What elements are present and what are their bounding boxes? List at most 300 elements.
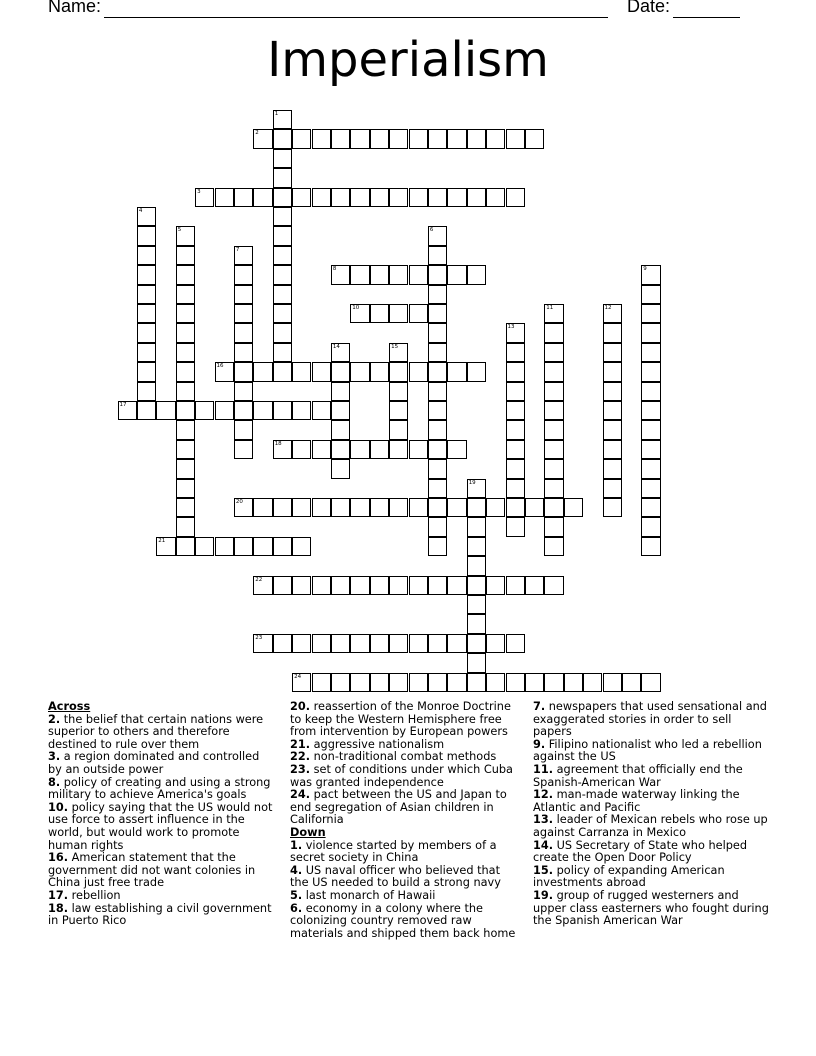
grid-cell[interactable]	[506, 673, 525, 692]
grid-cell[interactable]	[370, 129, 389, 148]
grid-cell[interactable]	[486, 129, 505, 148]
grid-cell[interactable]	[370, 498, 389, 517]
grid-cell[interactable]	[234, 285, 253, 304]
grid-cell[interactable]	[544, 323, 563, 342]
grid-cell[interactable]	[370, 362, 389, 381]
grid-cell[interactable]	[273, 634, 292, 653]
grid-cell[interactable]	[389, 420, 408, 439]
grid-cell[interactable]	[544, 498, 563, 517]
grid-cell[interactable]	[389, 382, 408, 401]
grid-cell[interactable]	[234, 420, 253, 439]
grid-cell[interactable]	[273, 246, 292, 265]
grid-cell[interactable]	[544, 362, 563, 381]
grid-cell[interactable]	[370, 673, 389, 692]
grid-cell[interactable]	[350, 304, 369, 323]
grid-cell[interactable]	[176, 285, 195, 304]
grid-cell[interactable]	[234, 362, 253, 381]
grid-cell[interactable]	[215, 401, 234, 420]
grid-cell[interactable]	[137, 382, 156, 401]
grid-cell[interactable]	[506, 459, 525, 478]
grid-cell[interactable]	[389, 440, 408, 459]
grid-cell[interactable]	[273, 323, 292, 342]
clue-number: 2	[255, 130, 259, 137]
grid-cell[interactable]	[467, 265, 486, 284]
grid-cell[interactable]	[506, 440, 525, 459]
grid-cell[interactable]	[467, 576, 486, 595]
clue-number-label: 2.	[48, 712, 61, 726]
grid-cell[interactable]	[506, 323, 525, 342]
grid-cell[interactable]	[370, 265, 389, 284]
grid-cell[interactable]	[428, 537, 447, 556]
grid-cell[interactable]	[350, 498, 369, 517]
grid-cell[interactable]	[195, 188, 214, 207]
grid-cell[interactable]	[389, 401, 408, 420]
grid-cell[interactable]	[292, 576, 311, 595]
grid-cell[interactable]	[292, 537, 311, 556]
grid-cell[interactable]	[176, 537, 195, 556]
grid-cell[interactable]	[234, 440, 253, 459]
grid-cell[interactable]	[603, 479, 622, 498]
grid-cell[interactable]	[544, 479, 563, 498]
grid-cell[interactable]	[641, 420, 660, 439]
grid-cell[interactable]	[428, 323, 447, 342]
grid-cell[interactable]	[331, 188, 350, 207]
grid-cell[interactable]	[447, 129, 466, 148]
grid-cell[interactable]	[409, 634, 428, 653]
grid-cell[interactable]	[215, 362, 234, 381]
grid-cell[interactable]	[428, 498, 447, 517]
grid-cell[interactable]	[253, 634, 272, 653]
grid-cell[interactable]	[292, 673, 311, 692]
grid-cell[interactable]	[525, 576, 544, 595]
clue-text: Filipino nationalist who led a rebellion against the US	[533, 737, 762, 764]
grid-cell[interactable]	[544, 420, 563, 439]
grid-cell[interactable]	[234, 498, 253, 517]
grid-cell[interactable]	[467, 673, 486, 692]
grid-cell[interactable]	[350, 673, 369, 692]
grid-cell[interactable]	[428, 188, 447, 207]
grid-cell[interactable]	[331, 576, 350, 595]
down-clues-part-2	[533, 701, 773, 928]
grid-cell[interactable]	[273, 265, 292, 284]
grid-cell[interactable]	[641, 673, 660, 692]
grid-cell[interactable]	[603, 323, 622, 342]
grid-cell[interactable]	[641, 362, 660, 381]
grid-cell[interactable]	[603, 673, 622, 692]
grid-cell[interactable]	[506, 382, 525, 401]
clue-number-label: 4.	[290, 863, 303, 877]
grid-cell[interactable]	[312, 576, 331, 595]
grid-cell[interactable]	[409, 362, 428, 381]
grid-cell[interactable]	[137, 362, 156, 381]
grid-cell[interactable]	[641, 401, 660, 420]
grid-cell[interactable]	[506, 498, 525, 517]
grid-cell[interactable]	[350, 362, 369, 381]
grid-cell[interactable]	[350, 265, 369, 284]
grid-cell[interactable]	[467, 479, 486, 498]
grid-cell[interactable]	[544, 382, 563, 401]
grid-cell[interactable]	[273, 498, 292, 517]
grid-cell[interactable]	[447, 265, 466, 284]
grid-cell[interactable]	[428, 517, 447, 536]
grid-cell[interactable]	[292, 362, 311, 381]
grid-cell[interactable]	[331, 401, 350, 420]
grid-cell[interactable]	[137, 304, 156, 323]
grid-cell[interactable]	[292, 634, 311, 653]
grid-cell[interactable]	[234, 265, 253, 284]
clue-text: reassertion of the Monroe Doctrine to keep the Western Hemisphere free from intervention by European powers	[290, 700, 511, 739]
grid-cell[interactable]	[292, 498, 311, 517]
grid-cell[interactable]	[486, 634, 505, 653]
grid-cell[interactable]	[331, 498, 350, 517]
grid-cell[interactable]	[409, 265, 428, 284]
grid-cell[interactable]	[467, 517, 486, 536]
grid-cell[interactable]	[273, 304, 292, 323]
grid-cell[interactable]	[544, 440, 563, 459]
grid-cell[interactable]	[137, 285, 156, 304]
grid-cell[interactable]	[428, 304, 447, 323]
down-clues-part-1	[290, 840, 522, 941]
grid-cell[interactable]	[603, 382, 622, 401]
grid-cell[interactable]	[273, 207, 292, 226]
grid-cell[interactable]	[176, 226, 195, 245]
clue-item	[290, 865, 522, 890]
grid-cell[interactable]	[292, 129, 311, 148]
grid-cell[interactable]	[641, 343, 660, 362]
grid-cell[interactable]	[273, 343, 292, 362]
grid-cell[interactable]	[447, 576, 466, 595]
clue-text: policy of creating and using a strong military to achieve America's goals	[48, 775, 271, 802]
grid-cell[interactable]	[389, 343, 408, 362]
grid-cell[interactable]	[253, 537, 272, 556]
grid-cell[interactable]	[428, 420, 447, 439]
grid-cell[interactable]	[467, 537, 486, 556]
grid-cell[interactable]	[253, 188, 272, 207]
grid-cell[interactable]	[447, 673, 466, 692]
grid-cell[interactable]	[273, 188, 292, 207]
grid-cell[interactable]	[389, 188, 408, 207]
grid-cell[interactable]	[234, 304, 253, 323]
grid-cell[interactable]	[137, 246, 156, 265]
clue-number: 16	[216, 363, 224, 370]
grid-cell[interactable]	[331, 129, 350, 148]
clue-item	[48, 777, 276, 802]
grid-cell[interactable]	[447, 188, 466, 207]
grid-cell[interactable]	[641, 479, 660, 498]
grid-cell[interactable]	[525, 498, 544, 517]
grid-cell[interactable]	[312, 188, 331, 207]
grid-cell[interactable]	[137, 265, 156, 284]
grid-cell[interactable]	[176, 479, 195, 498]
grid-cell[interactable]	[641, 304, 660, 323]
grid-cell[interactable]	[428, 673, 447, 692]
clue-text: newspapers that used sensational and exaggerated stories in order to sell papers	[533, 700, 767, 739]
grid-cell[interactable]	[253, 129, 272, 148]
clue-text: US Secretary of State who helped create the Open Door Policy	[533, 838, 748, 865]
grid-cell[interactable]	[428, 459, 447, 478]
grid-cell[interactable]	[176, 246, 195, 265]
grid-cell[interactable]	[273, 576, 292, 595]
grid-cell[interactable]	[447, 634, 466, 653]
grid-cell[interactable]	[603, 420, 622, 439]
clue-text: pact between the US and Japan to end segregation of Asian children in California	[290, 788, 507, 827]
grid-cell[interactable]	[447, 498, 466, 517]
grid-cell[interactable]	[641, 382, 660, 401]
grid-cell[interactable]	[389, 304, 408, 323]
grid-cell[interactable]	[350, 576, 369, 595]
grid-cell[interactable]	[603, 401, 622, 420]
clue-number-label: 10.	[48, 800, 69, 814]
grid-cell[interactable]	[525, 673, 544, 692]
grid-cell[interactable]	[641, 517, 660, 536]
grid-cell[interactable]	[331, 459, 350, 478]
grid-cell[interactable]	[506, 517, 525, 536]
grid-cell[interactable]	[312, 129, 331, 148]
grid-cell[interactable]	[506, 362, 525, 381]
grid-cell[interactable]	[544, 459, 563, 478]
grid-cell[interactable]	[428, 440, 447, 459]
grid-cell[interactable]	[350, 129, 369, 148]
grid-cell[interactable]	[486, 498, 505, 517]
grid-cell[interactable]	[409, 129, 428, 148]
grid-cell[interactable]	[409, 304, 428, 323]
grid-cell[interactable]	[215, 537, 234, 556]
grid-cell[interactable]	[389, 673, 408, 692]
grid-cell[interactable]	[176, 459, 195, 478]
grid-cell[interactable]	[234, 188, 253, 207]
grid-cell[interactable]	[253, 576, 272, 595]
grid-cell[interactable]	[273, 537, 292, 556]
grid-cell[interactable]	[176, 362, 195, 381]
grid-cell[interactable]	[312, 498, 331, 517]
grid-cell[interactable]	[176, 323, 195, 342]
grid-cell[interactable]	[389, 362, 408, 381]
grid-cell[interactable]	[544, 673, 563, 692]
grid-cell[interactable]	[137, 207, 156, 226]
grid-cell[interactable]	[331, 420, 350, 439]
clue-number-label: 8.	[48, 775, 61, 789]
grid-cell[interactable]	[467, 653, 486, 672]
grid-cell[interactable]	[350, 440, 369, 459]
grid-cell[interactable]	[331, 265, 350, 284]
grid-cell[interactable]	[389, 265, 408, 284]
grid-cell[interactable]	[234, 537, 253, 556]
grid-cell[interactable]	[389, 129, 408, 148]
grid-cell[interactable]	[273, 129, 292, 148]
grid-cell[interactable]	[156, 401, 175, 420]
grid-cell[interactable]	[195, 537, 214, 556]
grid-cell[interactable]	[641, 265, 660, 284]
grid-cell[interactable]	[544, 304, 563, 323]
grid-cell[interactable]	[428, 265, 447, 284]
grid-cell[interactable]	[641, 459, 660, 478]
grid-cell[interactable]	[428, 285, 447, 304]
clue-number-label: 20.	[290, 700, 311, 713]
grid-cell[interactable]	[428, 382, 447, 401]
grid-cell[interactable]	[156, 537, 175, 556]
grid-cell[interactable]	[234, 382, 253, 401]
grid-cell[interactable]	[370, 576, 389, 595]
grid-cell[interactable]	[544, 537, 563, 556]
grid-cell[interactable]	[428, 362, 447, 381]
grid-cell[interactable]	[137, 323, 156, 342]
grid-cell[interactable]	[564, 498, 583, 517]
grid-cell[interactable]	[331, 343, 350, 362]
grid-cell[interactable]	[544, 343, 563, 362]
clue-number: 13	[507, 324, 515, 331]
grid-cell[interactable]	[428, 401, 447, 420]
grid-cell[interactable]	[176, 265, 195, 284]
grid-cell[interactable]	[312, 401, 331, 420]
grid-cell[interactable]	[428, 634, 447, 653]
grid-cell[interactable]	[603, 459, 622, 478]
grid-cell[interactable]	[525, 129, 544, 148]
grid-cell[interactable]	[641, 440, 660, 459]
grid-cell[interactable]	[603, 498, 622, 517]
grid-cell[interactable]	[234, 323, 253, 342]
grid-cell[interactable]	[641, 537, 660, 556]
grid-cell[interactable]	[467, 614, 486, 633]
grid-cell[interactable]	[370, 440, 389, 459]
grid-cell[interactable]	[350, 188, 369, 207]
grid-cell[interactable]	[506, 576, 525, 595]
across-clues-part-2	[290, 701, 522, 827]
grid-cell[interactable]	[176, 304, 195, 323]
grid-cell[interactable]	[409, 498, 428, 517]
clue-item	[48, 714, 276, 752]
grid-cell[interactable]	[118, 401, 137, 420]
grid-cell[interactable]	[370, 634, 389, 653]
grid-cell[interactable]	[292, 188, 311, 207]
grid-cell[interactable]	[603, 440, 622, 459]
grid-cell[interactable]	[506, 188, 525, 207]
grid-cell[interactable]	[176, 420, 195, 439]
grid-cell[interactable]	[312, 362, 331, 381]
grid-cell[interactable]	[428, 576, 447, 595]
grid-cell[interactable]	[273, 362, 292, 381]
grid-cell[interactable]	[506, 479, 525, 498]
grid-cell[interactable]	[409, 576, 428, 595]
grid-cell[interactable]	[428, 246, 447, 265]
grid-cell[interactable]	[137, 226, 156, 245]
grid-cell[interactable]	[544, 517, 563, 536]
grid-cell[interactable]	[176, 498, 195, 517]
grid-cell[interactable]	[331, 362, 350, 381]
grid-cell[interactable]	[176, 382, 195, 401]
grid-cell[interactable]	[409, 673, 428, 692]
grid-cell[interactable]	[428, 479, 447, 498]
grid-cell[interactable]	[486, 576, 505, 595]
grid-cell[interactable]	[641, 498, 660, 517]
grid-cell[interactable]	[389, 576, 408, 595]
grid-cell[interactable]	[273, 440, 292, 459]
grid-cell[interactable]	[506, 343, 525, 362]
grid-cell[interactable]	[234, 246, 253, 265]
grid-cell[interactable]	[506, 634, 525, 653]
grid-cell[interactable]	[603, 304, 622, 323]
grid-cell[interactable]	[583, 673, 602, 692]
grid-cell[interactable]	[350, 634, 369, 653]
grid-cell[interactable]	[234, 343, 253, 362]
grid-cell[interactable]	[273, 110, 292, 129]
grid-cell[interactable]	[273, 168, 292, 187]
grid-cell[interactable]	[331, 440, 350, 459]
grid-cell[interactable]	[467, 498, 486, 517]
grid-cell[interactable]	[641, 323, 660, 342]
grid-cell[interactable]	[312, 440, 331, 459]
grid-cell[interactable]	[331, 673, 350, 692]
grid-cell[interactable]	[273, 226, 292, 245]
grid-cell[interactable]	[292, 440, 311, 459]
grid-cell[interactable]	[641, 285, 660, 304]
grid-cell[interactable]	[603, 343, 622, 362]
clue-number: 23	[255, 634, 263, 641]
grid-cell[interactable]	[234, 401, 253, 420]
grid-cell[interactable]	[273, 401, 292, 420]
grid-cell[interactable]	[370, 188, 389, 207]
grid-cell[interactable]	[428, 129, 447, 148]
grid-cell[interactable]	[176, 517, 195, 536]
grid-cell[interactable]	[253, 362, 272, 381]
grid-cell[interactable]	[253, 498, 272, 517]
grid-cell[interactable]	[176, 343, 195, 362]
grid-cell[interactable]	[273, 149, 292, 168]
grid-cell[interactable]	[467, 188, 486, 207]
grid-cell[interactable]	[603, 362, 622, 381]
clue-number: 12	[604, 305, 612, 311]
grid-cell[interactable]	[564, 673, 583, 692]
grid-cell[interactable]	[467, 129, 486, 148]
grid-cell[interactable]	[273, 285, 292, 304]
grid-cell[interactable]	[467, 595, 486, 614]
grid-cell[interactable]	[409, 188, 428, 207]
grid-cell[interactable]	[467, 634, 486, 653]
grid-cell[interactable]	[447, 362, 466, 381]
grid-cell[interactable]	[506, 401, 525, 420]
grid-cell[interactable]	[467, 556, 486, 575]
grid-cell[interactable]	[331, 382, 350, 401]
grid-cell[interactable]	[137, 401, 156, 420]
grid-cell[interactable]	[428, 343, 447, 362]
grid-cell[interactable]	[544, 576, 563, 595]
grid-cell[interactable]	[409, 440, 428, 459]
clue-text: policy of expanding American investments abroad	[533, 863, 725, 890]
grid-cell[interactable]	[428, 226, 447, 245]
grid-cell[interactable]	[253, 401, 272, 420]
grid-cell[interactable]	[176, 401, 195, 420]
grid-cell[interactable]	[176, 440, 195, 459]
grid-cell[interactable]	[467, 362, 486, 381]
grid-cell[interactable]	[389, 634, 408, 653]
grid-cell[interactable]	[486, 673, 505, 692]
grid-cell[interactable]	[312, 673, 331, 692]
clue-text: rebellion	[68, 888, 121, 902]
grid-cell[interactable]	[506, 129, 525, 148]
grid-cell[interactable]	[312, 634, 331, 653]
grid-cell[interactable]	[215, 188, 234, 207]
grid-cell[interactable]	[486, 188, 505, 207]
grid-cell[interactable]	[195, 401, 214, 420]
grid-cell[interactable]	[544, 401, 563, 420]
grid-cell[interactable]	[137, 343, 156, 362]
grid-cell[interactable]	[292, 401, 311, 420]
grid-cell[interactable]	[622, 673, 641, 692]
grid-cell[interactable]	[506, 420, 525, 439]
grid-cell[interactable]	[370, 304, 389, 323]
grid-cell[interactable]	[331, 634, 350, 653]
grid-cell[interactable]	[447, 440, 466, 459]
grid-cell[interactable]	[389, 498, 408, 517]
